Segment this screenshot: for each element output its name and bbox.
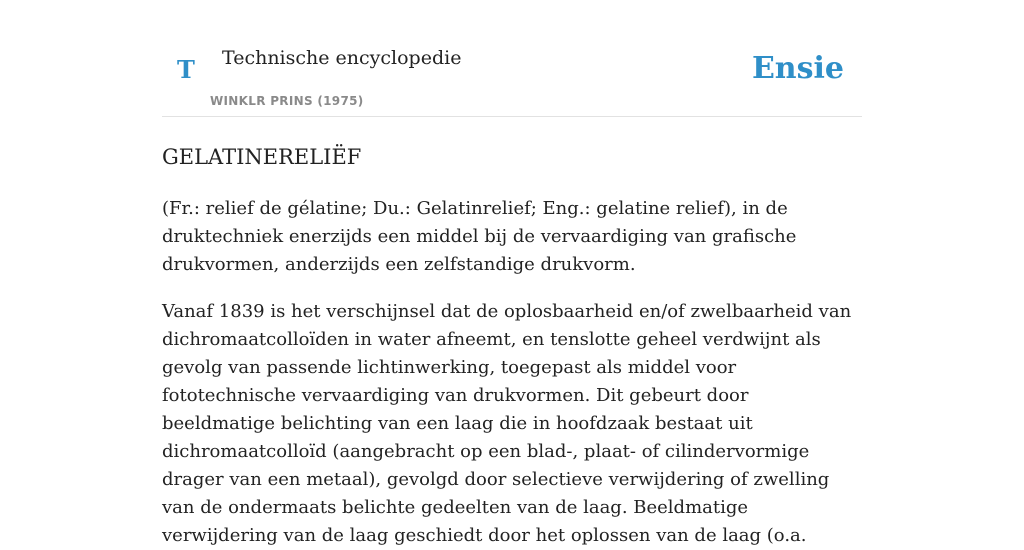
article-title: GELATINERELIËF [162, 145, 362, 169]
article-paragraph-1: (Fr.: relief de gélatine; Du.: Gelatinrelief; Eng.: gelatine relief), in de druktechniek enerzijds een middel bij de vervaardiging van grafische drukvormen, anderzijds een zelfstandige drukvorm. [162, 198, 797, 275]
ensie-logo[interactable]: Ensie [751, 51, 844, 86]
header [162, 0, 862, 117]
book-source: WINKLR PRINS (1975) [210, 94, 364, 108]
article-paragraph-2: Vanaf 1839 is het verschijnsel dat de oplosbaarheid en/of zwelbaarheid van dichromaatcolloïden in water afneemt, en tenslotte geheel verdwijnt als gevolg van passende lichtinwerking, toegepast als middel voor fototechnische vervaardiging van drukvormen. Dit gebeurt door beeldmatige belichting van een laag die in hoofdzaak bestaat uit dichromaatcolloïd (aangebracht op een blad-, plaat- of cilindervormige drager van een metaal), gevolgd door selectieve verwijdering of zwelling van de ondermaats belichte gedeelten van de laag. Beeldmatige verwijdering van de laag geschiedt door het oplossen van de laag (o.a. [162, 301, 852, 546]
article-container [162, 0, 862, 550]
book-title-link[interactable]: Technische encyclopedie [222, 47, 462, 69]
book-logo[interactable]: T [177, 55, 195, 84]
